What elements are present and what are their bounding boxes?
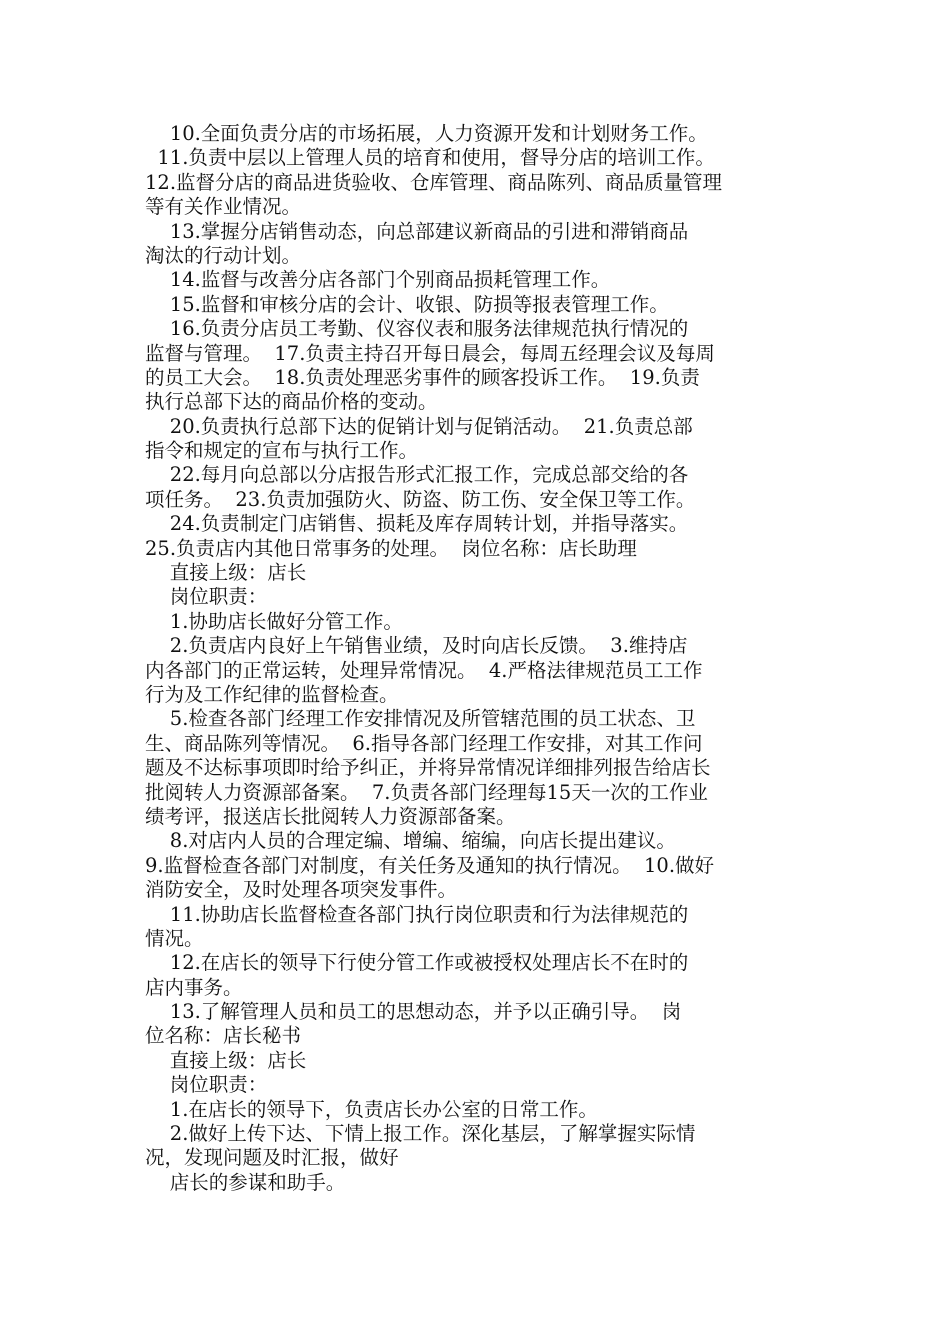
text-line: 消防安全，及时处理各项突发事件。 bbox=[145, 878, 458, 902]
text-line: 5.检查各部门经理工作安排情况及所管辖范围的员工状态、卫 bbox=[145, 707, 696, 731]
text-line: 绩考评，报送店长批阅转人力资源部备案。 bbox=[145, 804, 516, 828]
text-line: 11.负责中层以上管理人员的培育和使用，督导分店的培训工作。 bbox=[145, 146, 715, 170]
text-line: 8.对店内人员的合理定编、增编、缩编，向店长提出建议。 bbox=[145, 829, 676, 853]
text-line: 12.在店长的领导下行使分管工作或被授权处理店长不在时的 bbox=[145, 951, 689, 975]
text-line: 店内事务。 bbox=[145, 975, 243, 999]
text-line: 店长的参谋和助手。 bbox=[145, 1170, 346, 1194]
text-line: 1.在店长的领导下，负责店长办公室的日常工作。 bbox=[145, 1097, 598, 1121]
text-line: 16.负责分店员工考勤、仪容仪表和服务法律规范执行情况的 bbox=[145, 317, 689, 341]
text-line: 的员工大会。 18.负责处理恶劣事件的顾客投诉工作。 19.负责 bbox=[145, 365, 700, 389]
text-line: 生、商品陈列等情况。 6.指导各部门经理工作安排，对其工作问 bbox=[145, 731, 703, 755]
text-line: 22.每月向总部以分店报告形式汇报工作，完成总部交给的各 bbox=[145, 463, 689, 487]
text-line: 指令和规定的宣布与执行工作。 bbox=[145, 439, 419, 463]
text-line: 等有关作业情况。 bbox=[145, 195, 302, 219]
text-line: 25.负责店内其他日常事务的处理。 岗位名称：店长助理 bbox=[145, 536, 637, 560]
text-line: 位名称：店长秘书 bbox=[145, 1024, 302, 1048]
text-line: 20.负责执行总部下达的促销计划与促销活动。 21.负责总部 bbox=[145, 414, 693, 438]
text-line: 情况。 bbox=[145, 926, 204, 950]
text-line: 14.监督与改善分店各部门个别商品损耗管理工作。 bbox=[145, 268, 611, 292]
text-line: 1.协助店长做好分管工作。 bbox=[145, 609, 403, 633]
text-line: 13.了解管理人员和员工的思想动态，并予以正确引导。 岗 bbox=[145, 1000, 682, 1024]
text-line: 监督与管理。 17.负责主持召开每日晨会，每周五经理会议及每周 bbox=[145, 341, 715, 365]
text-line: 15.监督和审核分店的会计、收银、防损等报表管理工作。 bbox=[145, 292, 669, 316]
text-line: 13.掌握分店销售动态，向总部建议新商品的引进和滞销商品 bbox=[145, 219, 689, 243]
text-line: 直接上级：店长 bbox=[145, 1048, 307, 1072]
text-line: 2.负责店内良好上午销售业绩，及时向店长反馈。 3.维持店 bbox=[145, 634, 688, 658]
text-line: 批阅转人力资源部备案。 7.负责各部门经理每15天一次的工作业 bbox=[145, 780, 708, 804]
text-line: 10.全面负责分店的市场拓展，人力资源开发和计划财务工作。 bbox=[145, 122, 708, 145]
text-line: 内各部门的正常运转，处理异常情况。 4.严格法律规范员工工作 bbox=[145, 658, 703, 682]
document-body bbox=[145, 122, 810, 1195]
text-line: 题及不达标事项即时给予纠正，并将异常情况详细排列报告给店长 bbox=[145, 756, 711, 780]
text-line: 9.监督检查各部门对制度，有关任务及通知的执行情况。 10.做好 bbox=[145, 853, 715, 877]
text-line: 11.协助店长监督检查各部门执行岗位职责和行为法律规范的 bbox=[145, 902, 689, 926]
text-line: 淘汰的行动计划。 bbox=[145, 243, 302, 267]
text-line: 行为及工作纪律的监督检查。 bbox=[145, 682, 399, 706]
text-line: 24.负责制定门店销售、损耗及库存周转计划，并指导落实。 bbox=[145, 512, 689, 536]
text-line: 直接上级：店长 bbox=[145, 561, 307, 585]
text-line: 项任务。 23.负责加强防火、防盗、防工伤、安全保卫等工作。 bbox=[145, 487, 696, 511]
text-line: 况，发现问题及时汇报，做好 bbox=[145, 1146, 399, 1170]
text-line: 岗位职责： bbox=[145, 585, 268, 609]
text-line: 执行总部下达的商品价格的变动。 bbox=[145, 390, 438, 414]
text-line: 岗位职责： bbox=[145, 1073, 268, 1097]
text-line: 12.监督分店的商品进货验收、仓库管理、商品陈列、商品质量管理 bbox=[145, 170, 723, 194]
text-line: 2.做好上传下达、下情上报工作。深化基层，了解掌握实际情 bbox=[145, 1122, 696, 1146]
